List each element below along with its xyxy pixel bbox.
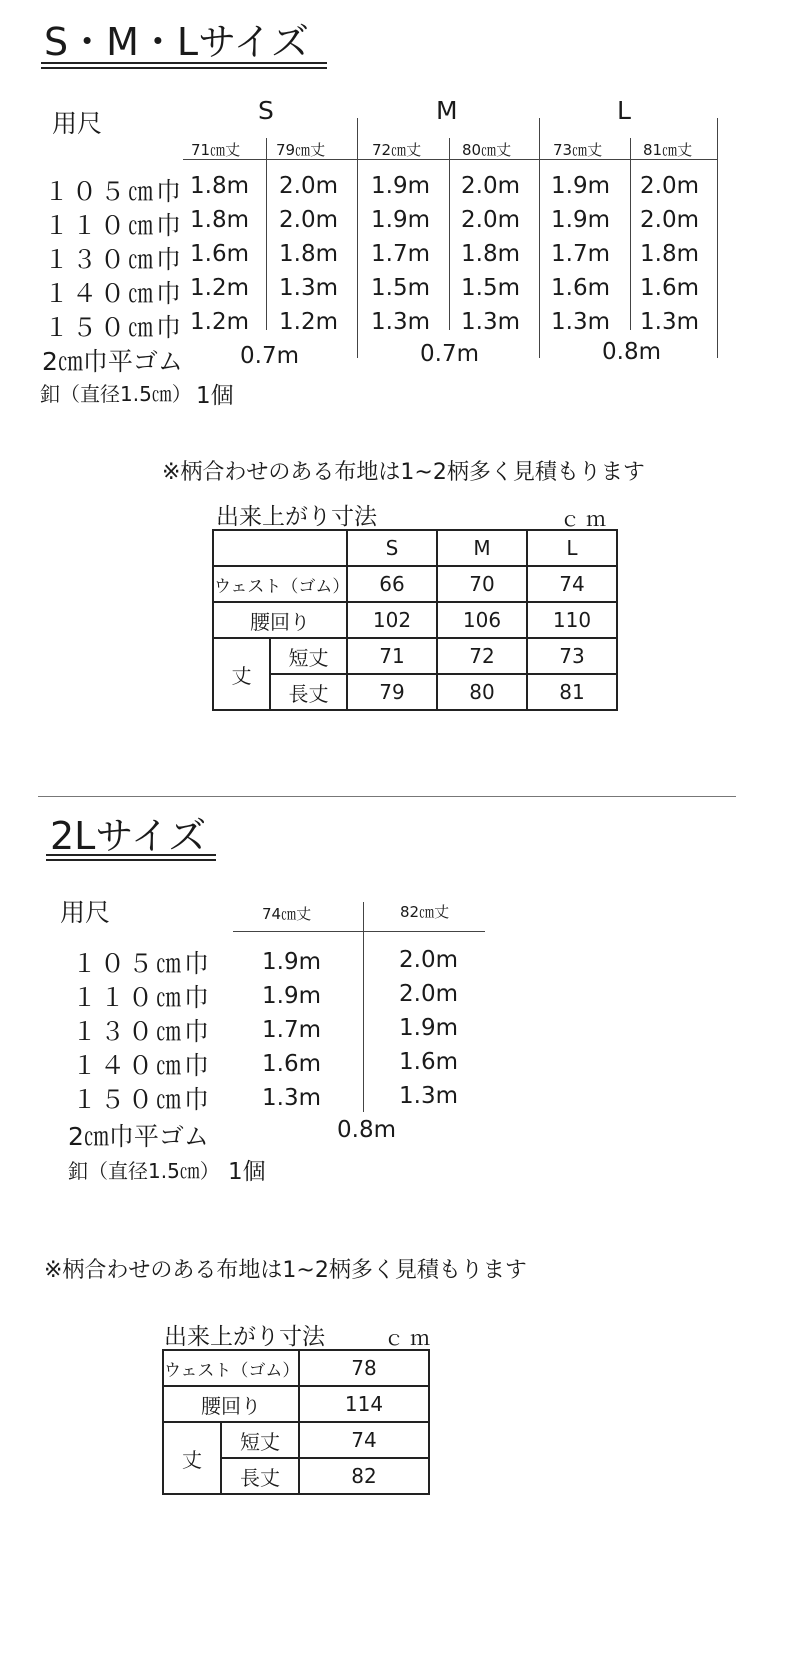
table-corner (213, 530, 347, 566)
pattern-matching-note: ※柄合わせのある布地は1~2柄多く見積もります (44, 1258, 527, 1283)
short-length-value: 71 (347, 638, 437, 674)
finished-size-title: 出来上がり寸法 (164, 1324, 325, 1350)
long-length-label: 長丈 (221, 1458, 299, 1494)
hip-value: 114 (299, 1386, 429, 1422)
yardage-value: 1.6m (640, 275, 699, 301)
size-header: M (437, 530, 527, 566)
yardage-value: 1.6m (190, 241, 249, 267)
long-length-value: 79 (347, 674, 437, 710)
length-header: 72㎝丈 (372, 141, 422, 159)
title-underline (41, 62, 327, 64)
yardage-value: 2.0m (279, 207, 338, 233)
elastic-value: 0.7m (420, 341, 479, 367)
fabric-width-label: １３０㎝巾 (72, 1017, 213, 1046)
yardage-value: 2.0m (640, 173, 699, 199)
yardage-value: 1.2m (190, 275, 249, 301)
yardage-value: 1.9m (371, 207, 430, 233)
yardage-value: 1.3m (640, 309, 699, 335)
column-divider (630, 138, 631, 330)
short-length-value: 74 (299, 1422, 429, 1458)
hip-label: 腰回り (163, 1386, 299, 1422)
fabric-width-label: １０５㎝巾 (72, 949, 213, 978)
yardage-value: 2.0m (399, 947, 458, 973)
fabric-width-label: １４０㎝巾 (44, 279, 185, 308)
yardage-value: 2.0m (640, 207, 699, 233)
elastic-value: 0.7m (240, 343, 299, 369)
yardage-value: 1.6m (262, 1051, 321, 1077)
yardage-value: 1.3m (551, 309, 610, 335)
yardage-value: 1.3m (262, 1085, 321, 1111)
hip-value: 106 (437, 602, 527, 638)
yardage-value: 2.0m (279, 173, 338, 199)
elastic-label: 2㎝巾平ゴム (42, 347, 183, 376)
short-length-label: 短丈 (221, 1422, 299, 1458)
yardage-value: 1.7m (262, 1017, 321, 1043)
column-divider (539, 118, 540, 358)
long-length-value: 80 (437, 674, 527, 710)
fabric-width-label: １５０㎝巾 (44, 313, 185, 342)
yardage-value: 1.9m (551, 207, 610, 233)
waist-label: ウェスト（ゴム） (213, 566, 347, 602)
yardage-value: 1.8m (279, 241, 338, 267)
yardage-value: 1.9m (371, 173, 430, 199)
size-header-s: S (258, 96, 274, 125)
length-header: 80㎝丈 (462, 141, 512, 159)
waist-value: 78 (299, 1350, 429, 1386)
yardage-value: 2.0m (399, 981, 458, 1007)
button-count: 1個 (228, 1159, 266, 1185)
long-length-value: 81 (527, 674, 617, 710)
yardage-value: 1.3m (399, 1083, 458, 1109)
button-label: 釦（直径1.5㎝） (68, 1159, 220, 1183)
xl-section-title: 2Lサイズ (50, 814, 207, 858)
elastic-value: 0.8m (602, 339, 661, 365)
length-header: 79㎝丈 (276, 141, 326, 159)
header-rule (233, 931, 485, 932)
yardage-value: 1.7m (551, 241, 610, 267)
yardage-value: 1.8m (461, 241, 520, 267)
title-underline (46, 859, 216, 861)
yardage-value: 1.7m (371, 241, 430, 267)
elastic-value: 0.8m (337, 1117, 396, 1143)
short-length-label: 短丈 (270, 638, 347, 674)
fabric-width-label: １５０㎝巾 (72, 1085, 213, 1114)
fabric-width-label: １３０㎝巾 (44, 245, 185, 274)
button-count: 1個 (196, 383, 234, 409)
yardage-value: 1.2m (279, 309, 338, 335)
size-header-m: M (436, 96, 458, 125)
yardage-value: 1.9m (262, 983, 321, 1009)
yardage-value: 1.3m (279, 275, 338, 301)
yardage-value: 1.9m (551, 173, 610, 199)
column-divider (363, 902, 364, 1112)
yardage-value: 1.6m (551, 275, 610, 301)
length-header: 74㎝丈 (262, 905, 312, 923)
yardage-value: 1.6m (399, 1049, 458, 1075)
elastic-label: 2㎝巾平ゴム (68, 1122, 209, 1151)
long-length-value: 82 (299, 1458, 429, 1494)
button-label: 釦（直径1.5㎝） (40, 382, 192, 406)
finished-size-table (162, 1349, 430, 1495)
section-divider (38, 796, 736, 797)
unit-label: ｃｍ (384, 1326, 436, 1350)
column-divider (266, 138, 267, 330)
long-length-label: 長丈 (270, 674, 347, 710)
length-header: 73㎝丈 (553, 141, 603, 159)
finished-size-table (212, 529, 618, 711)
yardage-label: 用尺 (52, 109, 103, 138)
yardage-value: 1.3m (371, 309, 430, 335)
size-header: S (347, 530, 437, 566)
column-divider (357, 118, 358, 358)
yardage-value: 1.5m (371, 275, 430, 301)
length-header: 81㎝丈 (643, 141, 693, 159)
yardage-label: 用尺 (60, 898, 111, 927)
size-header: L (527, 530, 617, 566)
waist-label: ウェスト（ゴム） (163, 1350, 299, 1386)
size-header-l: L (617, 96, 631, 125)
yardage-value: 2.0m (461, 173, 520, 199)
pattern-matching-note: ※柄合わせのある布地は1~2柄多く見積もります (162, 460, 645, 485)
fabric-width-label: １０５㎝巾 (44, 177, 185, 206)
yardage-value: 1.2m (190, 309, 249, 335)
short-length-value: 73 (527, 638, 617, 674)
yardage-value: 1.8m (190, 173, 249, 199)
hip-value: 110 (527, 602, 617, 638)
title-underline (41, 67, 327, 69)
yardage-value: 1.8m (190, 207, 249, 233)
yardage-value: 1.8m (640, 241, 699, 267)
header-rule (183, 159, 718, 160)
waist-value: 74 (527, 566, 617, 602)
column-divider (449, 138, 450, 330)
yardage-value: 1.9m (262, 949, 321, 975)
length-header: 71㎝丈 (191, 141, 241, 159)
finished-size-title: 出来上がり寸法 (216, 504, 377, 530)
length-label: 丈 (213, 638, 270, 710)
hip-value: 102 (347, 602, 437, 638)
length-label: 丈 (163, 1422, 221, 1494)
fabric-width-label: １４０㎝巾 (72, 1051, 213, 1080)
fabric-width-label: １１０㎝巾 (44, 211, 185, 240)
yardage-value: 1.5m (461, 275, 520, 301)
hip-label: 腰回り (213, 602, 347, 638)
yardage-value: 2.0m (461, 207, 520, 233)
length-header: 82㎝丈 (400, 903, 450, 921)
sml-section-title: S・M・Lサイズ (44, 20, 310, 64)
fabric-width-label: １１０㎝巾 (72, 983, 213, 1012)
short-length-value: 72 (437, 638, 527, 674)
column-divider (717, 118, 718, 358)
waist-value: 70 (437, 566, 527, 602)
yardage-value: 1.9m (399, 1015, 458, 1041)
unit-label: ｃｍ (560, 507, 612, 531)
title-underline (46, 854, 216, 856)
waist-value: 66 (347, 566, 437, 602)
yardage-value: 1.3m (461, 309, 520, 335)
